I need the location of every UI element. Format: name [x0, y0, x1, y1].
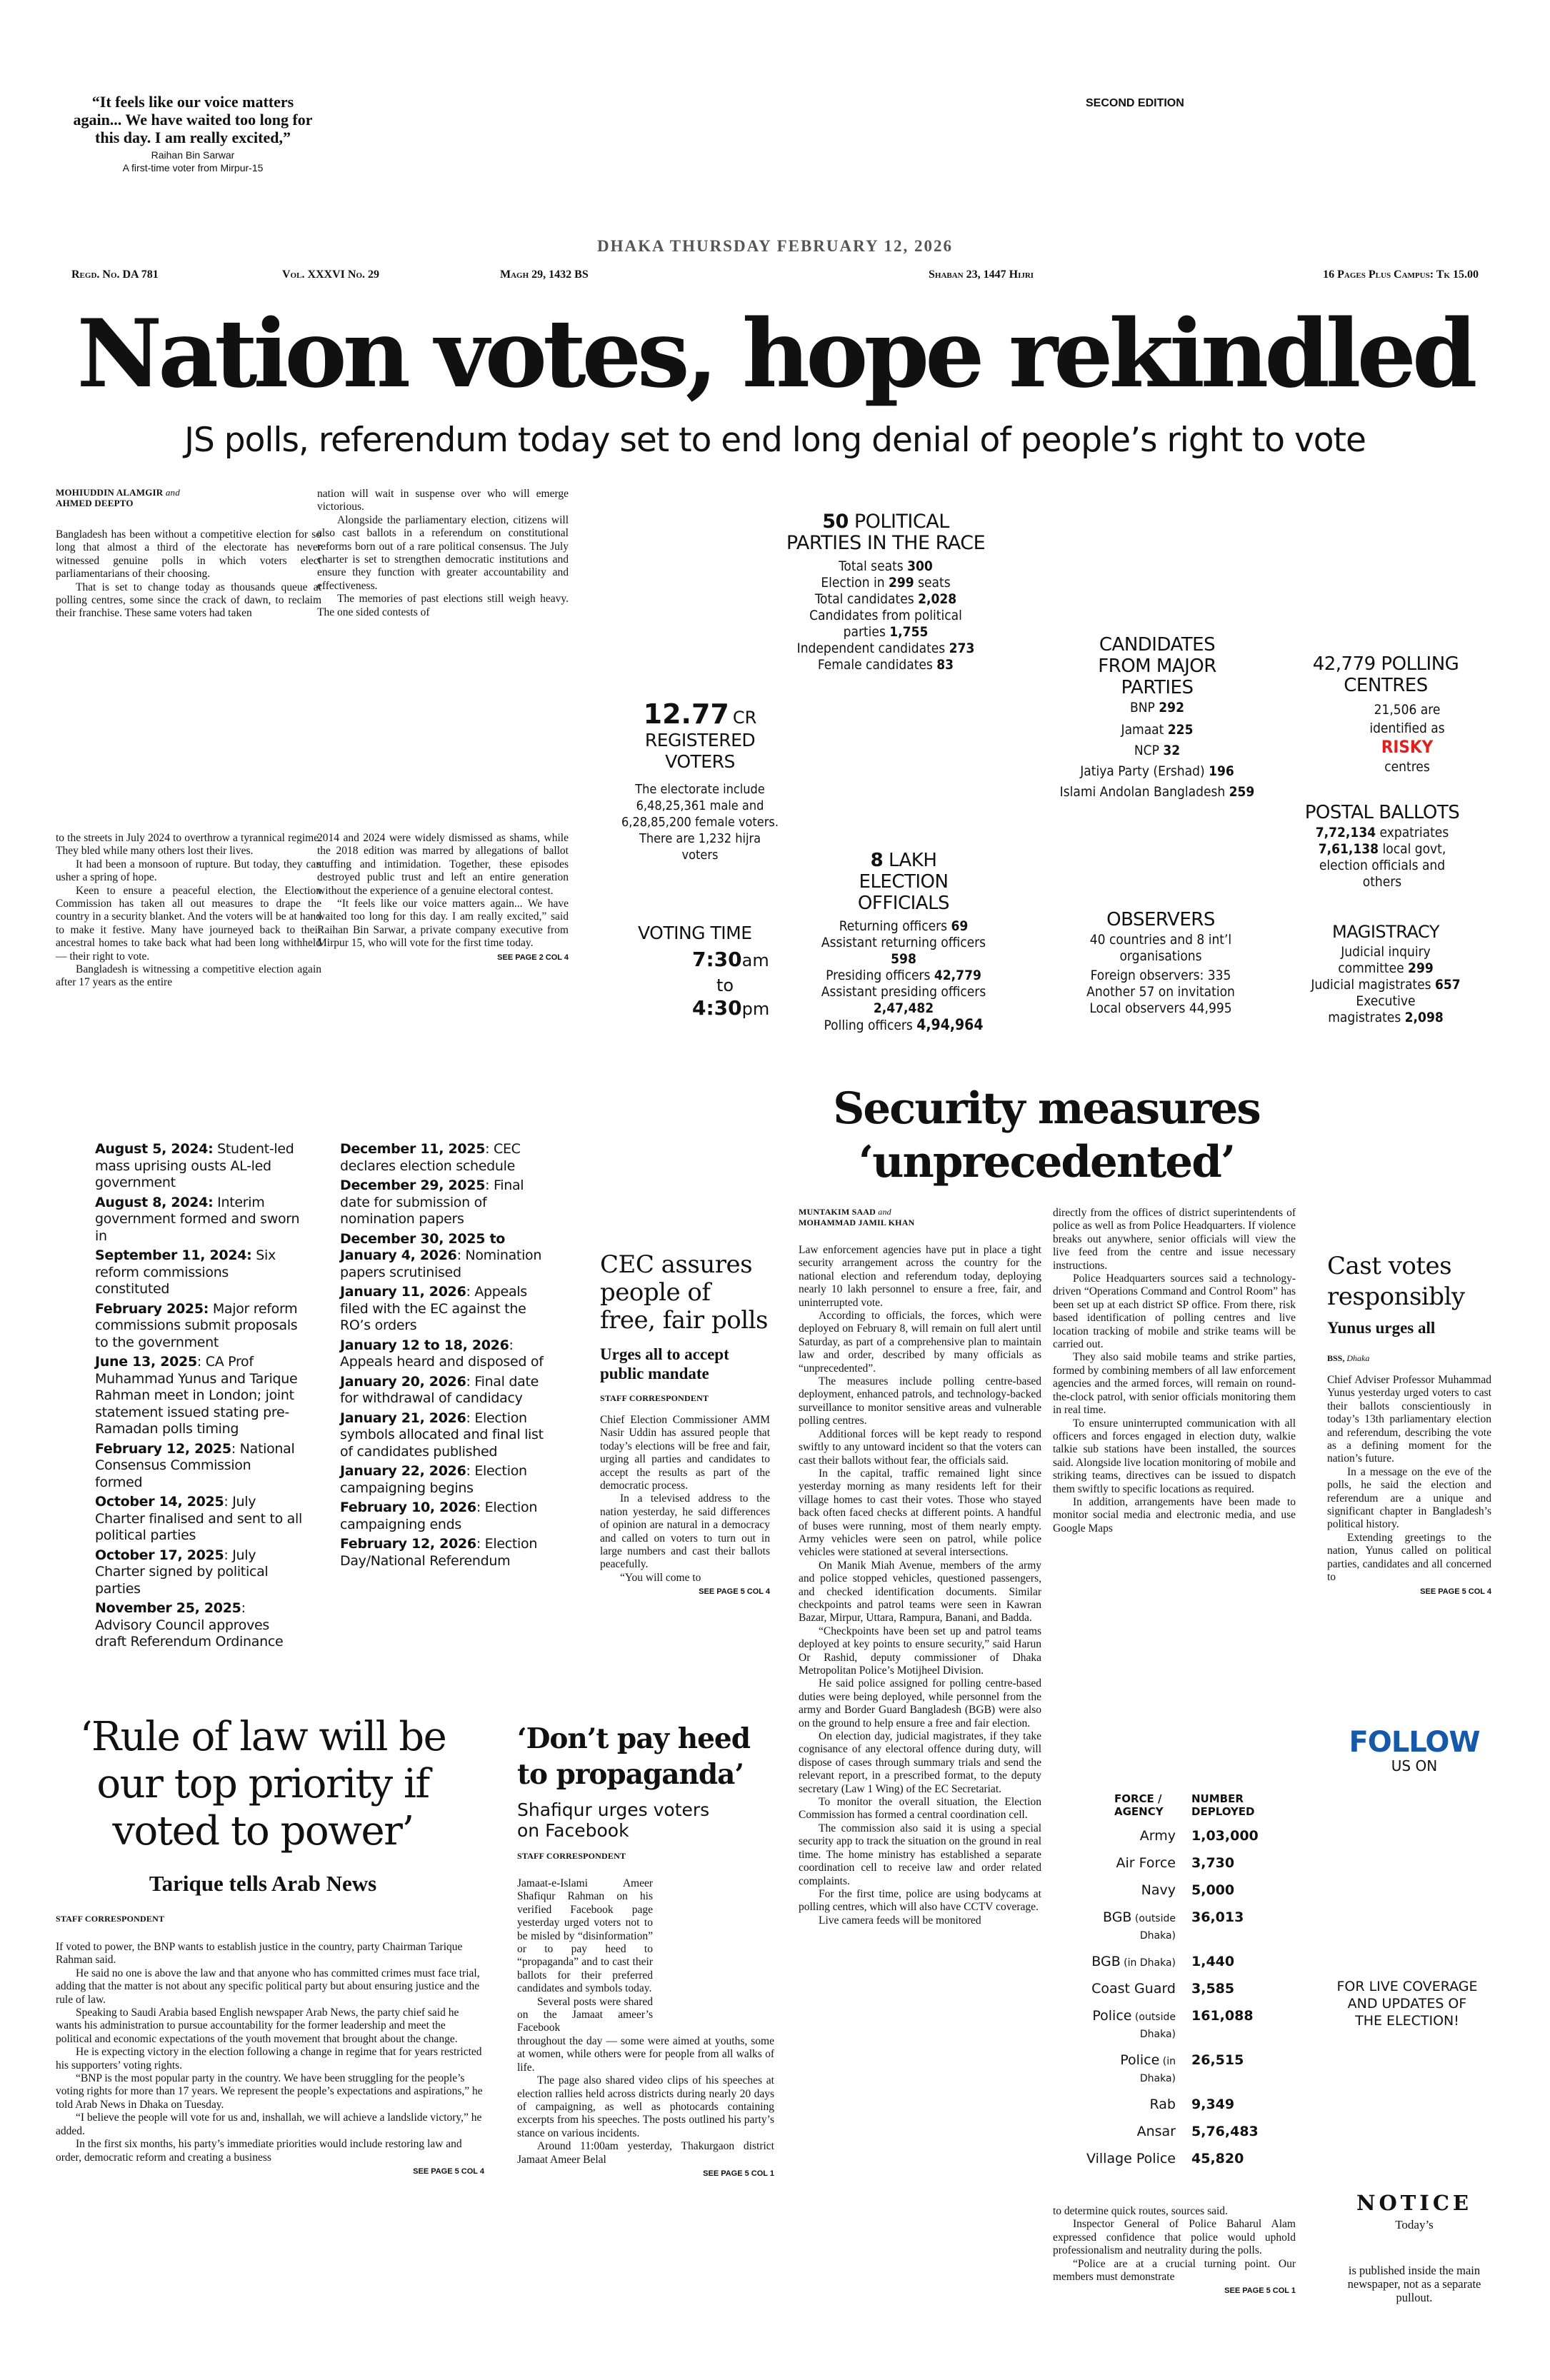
- officials-line: Assistant presiding officers 2,47,482: [821, 984, 986, 1016]
- yunus-story: [1327, 1251, 1491, 1596]
- yunus-para: Chief Adviser Professor Muhammad Yunus yesterday urged voters to cast their ballots conscientiously in today’s 13th parliamentary election and referendum, describing the vote as a defining moment for the nation’s future.: [1327, 1374, 1491, 1465]
- stat-voting-time: [638, 923, 781, 1023]
- stat-officials: [807, 850, 1000, 1034]
- shafiqur-story: [517, 1721, 774, 2178]
- force-row: Air Force 3,730: [1116, 1855, 1235, 1871]
- quote-author-desc: A first-time voter from Mirpur-15: [122, 162, 264, 174]
- tarique-body: [56, 1941, 484, 2176]
- tarique-see-page: SEE PAGE 5 COL 4: [413, 2166, 484, 2176]
- centres-head: 42,779 POLLING CENTRES: [1312, 653, 1459, 696]
- force-head-agency: FORCE / AGENCY: [1114, 1792, 1164, 1818]
- yunus-byline: BSS, Dhaka: [1327, 1353, 1370, 1363]
- yunus-headline: Cast votes responsibly: [1327, 1252, 1465, 1311]
- security-col-2-top: [1053, 1207, 1296, 1535]
- timeline-entry: October 14, 2025: July Charter finalised and sent to all political parties: [95, 1494, 302, 1543]
- security-para: He said police assigned for polling centre-based duties were being deployed, while personnel from the army and Border Guard Bangladesh (BGB) were also on the ground to help ensure a free and fair election.: [799, 1677, 1041, 1729]
- timeline-entry: January 22, 2026: Election campaigning begins: [340, 1463, 527, 1496]
- cec-story: [600, 1251, 770, 1596]
- shafiqur-headline: ‘Don’t pay heed to propaganda’: [517, 1722, 750, 1791]
- timeline-entry: January 12 to 18, 2026: Appeals heard and disposed of: [340, 1337, 544, 1370]
- stat-parties: [786, 511, 986, 673]
- security-para: directly from the offices of district superintendents of police as well as from Police Headquarters. If violence breaks out anywhere, senior officials will view the live feed from the centre and issue necessary instructions.: [1053, 1207, 1296, 1272]
- security-para: “Checkpoints have been set up and patrol teams deployed at key points to ensure security,” said Harun Or Rashid, deputy commissioner of Dhaka Metropolitan Police’s Motijheel Division.: [799, 1625, 1041, 1677]
- shafiqur-subhead: Shafiqur urges voters on Facebook: [517, 1799, 710, 1841]
- voters-unit: CR: [732, 708, 757, 728]
- force-row: Ansar 5,76,483: [1136, 2124, 1259, 2139]
- voting-from-unit: am: [741, 950, 769, 970]
- yunus-subhead: Yunus urges all: [1327, 1319, 1436, 1337]
- observers-line: Foreign observers: 335: [1090, 968, 1231, 983]
- shafiqur-see-page: SEE PAGE 5 COL 1: [703, 2169, 774, 2178]
- officials-number: 8: [870, 850, 884, 871]
- security-col-1: [799, 1244, 1041, 1927]
- stat-voters: [621, 698, 779, 863]
- cec-byline: STAFF CORRESPONDENT: [600, 1393, 709, 1403]
- timeline-entry: December 30, 2025 to January 4, 2026: Nomination papers scrutinised: [340, 1230, 542, 1280]
- cec-see-page: SEE PAGE 5 COL 4: [699, 1587, 770, 1597]
- parties-line: Candidates from political parties 1,755: [809, 608, 962, 640]
- tarique-headline: ‘Rule of law will be our top priority if voted to power’: [79, 1714, 446, 1854]
- timeline-entry: January 20, 2026: Final date for withdrawal of candidacy: [340, 1373, 539, 1406]
- timeline-entry: January 11, 2026: Appeals filed with the EC against the RO’s orders: [340, 1284, 527, 1333]
- lead-col2-top: [317, 488, 569, 619]
- security-para: Additional forces will be kept ready to respond swiftly to any untoward incident so that the voters can cast their ballots without fear, the officials said.: [799, 1427, 1041, 1467]
- lead-col1-top: [56, 528, 321, 621]
- security-para: According to officials, the forces, which were deployed on February 8, will remain on full alert until Saturday, as part of a comprehensive plan to maintain law and order, described by many officials as “unprecedented”.: [799, 1310, 1041, 1375]
- candidates-line: BNP 292: [1130, 700, 1184, 715]
- timeline-entry: February 12, 2025: National Consensus Commission formed: [95, 1440, 295, 1490]
- cec-subhead: Urges all to accept public mandate: [600, 1345, 729, 1382]
- shafiqur-para: Jamaat-e-Islami Ameer Shafiqur Rahman on his verified Facebook page yesterday urged voters not to be misled by “disinformation” or to pay heed to “propaganda” and to cast their ballots for their preferred candidates and symbols today.: [517, 1877, 653, 1995]
- force-head-number: NUMBER DEPLOYED: [1191, 1792, 1255, 1818]
- dateline: DHAKA THURSDAY FEBRUARY 12, 2026: [597, 237, 953, 255]
- lead-see-page: SEE PAGE 2 COL 4: [497, 953, 569, 962]
- lead-para: 2014 and 2024 were widely dismissed as shams, while the 2018 edition was marred by allegations of ballot stuffing and intimidation. Together, these episodes destroyed public trust and left an entire generation without the experience of a genuine electoral contest.: [317, 832, 569, 897]
- security-para: Police Headquarters sources said a technology-driven “Operations Command and Control Room” has been set up at each district SP office. From there, risk based identification of polling centres and live location tracking of mobile and strike teams will be carried out.: [1053, 1272, 1296, 1351]
- regd-number: Regd. No. DA 781: [71, 268, 159, 281]
- officials-line: Assistant returning officers 598: [821, 935, 986, 967]
- folio-line: [71, 268, 1479, 283]
- voting-time-label: VOTING TIME: [638, 923, 752, 943]
- lead-para: It had been a monsoon of rupture. But today, they can usher a spring of hope.: [56, 858, 321, 884]
- candidates-line: NCP 32: [1134, 743, 1181, 758]
- timeline-entry: February 2025: Major reform commissions submit proposals to the government: [95, 1300, 298, 1350]
- tarique-para: In the first six months, his party’s immediate priorities would include restoring law and order, democratic reform and creating a business: [56, 2138, 462, 2164]
- tarique-para: He is expecting victory in the election following a change in regime that for years restricted his supporters’ voting rights.: [56, 2046, 482, 2072]
- cec-para: “You will come to: [620, 1571, 701, 1584]
- force-row: Police (outside Dhaka) 161,088: [1092, 2008, 1254, 2040]
- security-para: Inspector General of Police Baharul Alam expressed confidence that police would uphold professionalism and neutrality during the polls.: [1053, 2218, 1296, 2257]
- postal-head: POSTAL BALLOTS: [1304, 802, 1460, 823]
- force-table: [1086, 1792, 1300, 2178]
- voters-label: REGISTERED VOTERS: [644, 730, 756, 772]
- live-coverage-text: FOR LIVE COVERAGE AND UPDATES OF THE ELECTION!: [1336, 1979, 1478, 2029]
- timeline-entry: September 11, 2024: Six reform commissions constituted: [95, 1247, 276, 1297]
- lead-headline: Nation votes, hope rekindled: [76, 298, 1474, 408]
- cec-para: Chief Election Commissioner AMM Nasir Uddin has assured people that today’s elections will be free and fair, urging all parties and candidates to accept the results as part of the democratic process.: [600, 1414, 770, 1492]
- security-para: The measures include polling centre-based deployment, enhanced patrols, and technology-backed surveillance to monitor sensitive areas and vulnerable polling centres.: [799, 1375, 1041, 1427]
- stat-candidates: [1039, 634, 1275, 800]
- follow-box[interactable]: [1343, 1727, 1486, 1774]
- force-row: Rab 9,349: [1149, 2097, 1235, 2112]
- security-byline: MUNTAKIM SAAD and MOHAMMAD JAMIL KHAN: [799, 1207, 915, 1227]
- stat-postal: [1293, 802, 1471, 890]
- lead-byline-and: and: [165, 487, 180, 498]
- postal-line: 7,61,138 local govt, election officials and others: [1318, 841, 1446, 890]
- bangla-date: Magh 29, 1432 BS: [500, 268, 589, 281]
- candidates-line: Jatiya Party (Ershad) 196: [1080, 763, 1234, 779]
- security-para: “Police are at a crucial turning point. Our members must demonstrate: [1053, 2257, 1296, 2284]
- lead-para: nation will wait in suspense over who will emerge victorious.: [317, 488, 569, 513]
- voting-to: 4:30: [692, 996, 742, 1020]
- yunus-para: In a message on the eve of the polls, he said the election and referendum are a unique and significant chapter in Bangladesh’s political history.: [1327, 1465, 1491, 1531]
- force-row: Navy 5,000: [1141, 1882, 1235, 1898]
- shafiqur-para: throughout the day — some were aimed at youths, some at women, while others were for people from all walks of life.: [517, 2034, 774, 2074]
- observers-line: 40 countries and 8 int’l organisations: [1089, 932, 1232, 964]
- tarique-subhead: Tarique tells Arab News: [149, 1871, 377, 1896]
- lead-para: Keen to ensure a peaceful election, the Election Commission has taken all out measures to drape the country in a security blanket. And the voters will be at hand to make it festive. Many have journeyed back to their ancestral homes to take back what had been long withheld — their right to vote.: [56, 884, 321, 963]
- stat-observers: [1057, 909, 1264, 1017]
- force-row: Coast Guard 3,585: [1091, 1981, 1235, 1997]
- parties-line: Total seats 300: [839, 558, 933, 574]
- notice-head: NOTICE: [1356, 2191, 1473, 2215]
- parties-line: Election in 299 seats: [821, 575, 951, 591]
- tarique-para: “BNP is the most popular party in the country. We have been struggling for the people’s voting rights for more than 17 years. We represent the people’s expectations and aspirations,” he told Arab News in Dhaka on Tuesday.: [56, 2072, 483, 2111]
- tarique-byline: STAFF CORRESPONDENT: [56, 1914, 165, 1924]
- security-para: The commission also said it is using a special security app to track the situation on the ground in real time. The home ministry has established a separate coordination cell to receive law and order related complaints.: [799, 1822, 1041, 1887]
- volume-number: Vol. XXXVI No. 29: [282, 268, 380, 281]
- security-para: For the first time, police are using bodycams at polling centres, which will also have CCTV coverage.: [799, 1887, 1041, 1914]
- security-para: In addition, arrangements have been made to monitor social media and electronic media, and use Google Maps: [1053, 1495, 1296, 1535]
- quote-author: Raihan Bin Sarwar: [151, 149, 235, 161]
- force-row: Army 1,03,000: [1139, 1828, 1259, 1844]
- timeline-entry: October 17, 2025: July Charter signed by political parties: [95, 1547, 269, 1597]
- observers-head: OBSERVERS: [1106, 909, 1215, 930]
- follow-label: FOLLOW: [1349, 1726, 1480, 1759]
- timeline-entry: December 29, 2025: Final date for submission of nomination papers: [340, 1178, 524, 1227]
- force-row: BGB (outside Dhaka) 36,013: [1103, 1909, 1244, 1942]
- security-para: Live camera feeds will be monitored: [819, 1914, 981, 1927]
- observers-line: Local observers 44,995: [1089, 1000, 1232, 1016]
- lead-para: Bangladesh is witnessing a competitive election again after 17 years as the entire: [56, 963, 321, 989]
- notice-today: Today’s: [1395, 2218, 1434, 2231]
- lead-byline-1: MOHIUDDIN ALAMGIR: [56, 487, 164, 498]
- voting-from: 7:30: [692, 948, 742, 971]
- voters-desc: The electorate include 6,48,25,361 male and 6,28,85,200 female voters. There are 1,232 hijra voters: [621, 782, 779, 863]
- officials-label: LAKH ELECTION OFFICIALS: [857, 850, 950, 914]
- lead-para: “It feels like our voice matters again... We have waited too long for this day. I am really excited,” said Raihan Bin Sarwar, a private company executive from Mirpur 15, who will vote for the first time today.: [317, 898, 569, 950]
- voters-number: 12.77: [643, 698, 729, 730]
- follow-sub: US ON: [1391, 1757, 1438, 1774]
- security-headline: [796, 1082, 1296, 1189]
- parties-label: POLITICAL PARTIES IN THE RACE: [786, 511, 986, 554]
- lead-para: to the streets in July 2024 to overthrow a tyrannical regime. They bled while many others lost their lives.: [56, 832, 321, 858]
- security-col-2-bottom: [1053, 2205, 1296, 2295]
- voting-to-word: to: [716, 975, 734, 995]
- timeline-entry: January 21, 2026: Election symbols allocated and final list of candidates published: [340, 1410, 544, 1460]
- timeline-entry: June 13, 2025: CA Prof Muhammad Yunus and Tarique Rahman meet in London; joint statement issued stating pre-Ramadan polls timing: [95, 1354, 298, 1437]
- magistracy-head: MAGISTRACY: [1332, 922, 1439, 942]
- risky-label: RISKY: [1381, 737, 1434, 757]
- security-para: On election day, judicial magistrates, if they take cognisance of any electoral offence during duty, will dispose of cases through summary trials and send the relevant report, in a prescribed format, to the deputy secretary (Law 1 Wing) of the EC Secretariat.: [799, 1730, 1041, 1795]
- stat-centres: [1307, 653, 1464, 776]
- candidates-line: Jamaat 225: [1121, 722, 1194, 738]
- notice-tail: is published inside the main newspaper, not as a separate pullout.: [1347, 2264, 1481, 2304]
- price: 16 Pages Plus Campus: Tk 15.00: [1323, 268, 1479, 281]
- hijri-date: Shaban 23, 1447 Hijri: [929, 268, 1034, 281]
- timeline-entry: December 11, 2025: CEC declares election schedule: [340, 1141, 521, 1174]
- masthead-quote: “It feels like our voice matters again... We have waited too long for this day. I am really excited,”: [73, 93, 313, 146]
- candidates-head: CANDIDATES FROM MAJOR PARTIES: [1098, 634, 1216, 698]
- shafiqur-para: Several posts were shared on the Jamaat ameer’s Facebook: [517, 1995, 653, 2034]
- shafiqur-para: Around 11:00am yesterday, Thakurgaon district Jamaat Ameer Belal: [517, 2140, 774, 2166]
- force-row: BGB (in Dhaka) 1,440: [1091, 1954, 1235, 1969]
- lead-para: That is set to change today as thousands queue at polling centres, some since the crack of dawn, to reclaim their franchise. These same voters had taken: [56, 581, 321, 620]
- magistracy-line: Judicial magistrates 657: [1311, 977, 1461, 993]
- timeline-col-1: [95, 1141, 302, 1654]
- security-para: In the capital, traffic remained light since yesterday morning as many residents left for their village homes to cast their votes. Those who stayed back often faced checks at different points. A handful of buses were running, most of them nearly empty. Army vehicles were seen on patrol, while police vehicles were stationed at several intersections.: [799, 1467, 1041, 1559]
- security-para: On Manik Miah Avenue, members of the army and police stopped vehicles, questioned passengers, and checked identification documents. Similar checkpoints and patrol teams were seen in Kawran Bazar, Mirpur, Uttara, Rampura, Banani, and Badda.: [799, 1559, 1041, 1625]
- shafiqur-para: The page also shared video clips of his speeches at election rallies held across districts during nearly 20 days of campaigning, as well as photocards containing excerpts from his speeches. The posts outlined his party’s stance on various incidents.: [517, 2074, 774, 2139]
- security-para: To ensure uninterrupted communication with all officers and forces engaged in election duty, walkie talkie sub stations have been installed, the sources said. Alongside live location monitoring of mobile and striking teams, directives can be issued to dispatch them swiftly to specific locations as required.: [1053, 1417, 1296, 1495]
- centres-tail: centres: [1384, 759, 1430, 775]
- parties-number: 50: [822, 511, 849, 533]
- parties-line: Independent candidates 273: [796, 641, 975, 656]
- stat-magistracy: [1296, 921, 1475, 1026]
- cec-para: In a televised address to the nation yesterday, he said differences of opinion are natural in a democracy and called on voters to turn out in large numbers and cast their ballots peacefully.: [600, 1492, 770, 1571]
- magistracy-line: Judicial inquiry committee 299: [1338, 944, 1434, 976]
- lead-byline: [56, 487, 291, 508]
- shafiqur-byline: STAFF CORRESPONDENT: [517, 1851, 626, 1861]
- force-row: Village Police 45,820: [1086, 2151, 1244, 2166]
- security-para: to determine quick routes, sources said.: [1053, 2205, 1228, 2217]
- officials-line: Polling officers 4,94,964: [824, 1016, 984, 1033]
- notice-box: [1339, 2191, 1489, 2304]
- yunus-see-page: SEE PAGE 5 COL 4: [1420, 1587, 1491, 1596]
- tarique-para: Speaking to Saudi Arabia based English newspaper Arab News, the party chief said he wants his administration to pursue accountability for the former leadership and meet the political and economic expectations of the youth movement that brought about the change.: [56, 2007, 459, 2045]
- lead-para: The memories of past elections still weigh heavy. The one sided contests of: [317, 593, 569, 618]
- lead-col2-bottom: [317, 832, 569, 962]
- lead-para: Bangladesh has been without a competitive election for so long that almost a third of the electorate has never witnessed genuine polls in which voters elect parliamentarians of their choosing.: [56, 528, 321, 581]
- timeline-entry: February 12, 2026: Election Day/National Referendum: [340, 1536, 538, 1569]
- timeline-entry: August 5, 2024: Student-led mass uprising ousts AL-led government: [95, 1141, 294, 1190]
- magistracy-line: Executive magistrates 2,098: [1328, 993, 1444, 1025]
- security-para: To monitor the overall situation, the Election Commission has formed a central coordination cell.: [799, 1796, 1041, 1822]
- security-headline-line1: Security measures: [833, 1083, 1260, 1134]
- officials-line: Returning officers 69: [839, 918, 969, 934]
- edition-label: SECOND EDITION: [1086, 97, 1184, 109]
- observers-line: Another 57 on invitation: [1086, 984, 1235, 1000]
- voting-to-unit: pm: [741, 999, 770, 1019]
- centres-desc: 21,506 are identified as: [1369, 702, 1445, 736]
- timeline-entry: February 10, 2026: Election campaigning ends: [340, 1500, 538, 1532]
- lead-subhead: JS polls, referendum today set to end long denial of people’s right to vote: [184, 421, 1366, 460]
- timeline-col-2: [340, 1141, 554, 1572]
- timeline-entry: November 25, 2025: Advisory Council approves draft Referendum Ordinance: [95, 1600, 284, 1650]
- lead-byline-2: AHMED DEEPTO: [56, 498, 134, 508]
- tarique-para: “I believe the people will vote for us and, inshallah, we will achieve a landslide victory,” he added.: [56, 2112, 482, 2137]
- security-headline-line2: ‘unprecedented’: [858, 1137, 1235, 1188]
- masthead-quote-box: [71, 93, 314, 174]
- cec-headline: CEC assures people of free, fair polls: [600, 1250, 768, 1335]
- parties-line: Female candidates 83: [817, 657, 954, 673]
- tarique-para: He said no one is above the law and that anyone who has committed crimes must face trial, adding that the matter is not about any specific political party but about ensuring justice and the rule of law.: [56, 1967, 480, 2006]
- security-para: They also said mobile teams and strike parties, formed by combining members of all law enforcement agencies and the armed forces, will remain on round-the-clock patrol, with senior officials monitoring them in real time.: [1053, 1351, 1296, 1417]
- lead-para: Alongside the parliamentary election, citizens will also cast ballots in a referendum on constitutional reforms born out of a rare political consensus. The July charter is set to strengthen democratic institutions and ensure they function with greater accountability and effectiveness.: [317, 513, 569, 592]
- lead-col1-bottom: [56, 832, 321, 990]
- timeline-entry: August 8, 2024: Interim government formed and sworn in: [95, 1194, 300, 1244]
- security-see-page: SEE PAGE 5 COL 1: [1224, 2286, 1296, 2296]
- candidates-line: Islami Andolan Bangladesh 259: [1059, 784, 1255, 800]
- tarique-para: If voted to power, the BNP wants to establish justice in the country, party Chairman Tarique Rahman said.: [56, 1941, 463, 1967]
- yunus-para: Extending greetings to the nation, Yunus called on political parties, candidates and all concerned to: [1327, 1531, 1491, 1584]
- postal-line: 7,72,134 expatriates: [1315, 825, 1449, 840]
- force-row: Police (in Dhaka) 26,515: [1120, 2052, 1244, 2084]
- security-para: Law enforcement agencies have put in place a tight security arrangement across the country for the national election and referendum today, deploying nearly 10 lakh personnel to ensure a free, fair, and uninterrupted vote.: [799, 1244, 1041, 1309]
- officials-line: Presiding officers 42,779: [826, 968, 981, 983]
- parties-line: Total candidates 2,028: [814, 591, 957, 607]
